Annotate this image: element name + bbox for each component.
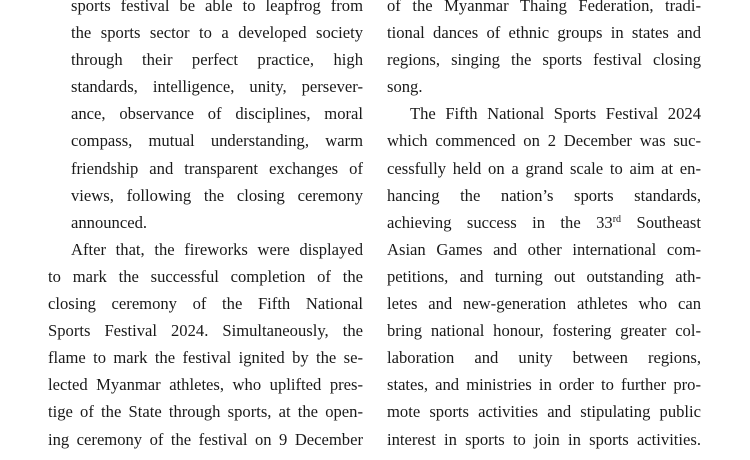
right-paragraph-1 <box>387 0 701 100</box>
text-line: announced. <box>71 212 148 232</box>
text-line: song. <box>387 77 423 97</box>
left-column <box>48 0 363 453</box>
text-line: mote sports activities and stipulating public <box>387 402 701 422</box>
text-line: through their perfect practice, high <box>71 50 363 70</box>
right-column <box>387 0 701 453</box>
text-line <box>387 209 701 236</box>
text-fragment: Southeast <box>621 212 701 232</box>
left-paragraph-1 <box>48 0 363 236</box>
text-fragment: achieving success in the 33 <box>387 212 613 232</box>
text-line: letes and new-generation athletes who can <box>387 294 701 314</box>
text-line: views, following the closing ceremony <box>71 185 363 205</box>
text-line: After that, the fireworks were displayed <box>71 239 363 259</box>
text-line: cessfully held on a grand scale to aim at en- <box>387 158 701 178</box>
left-paragraph-2 <box>48 236 363 453</box>
text-line: lected Myanmar athletes, who uplifted pres- <box>48 375 363 395</box>
text-line: Asian Games and other international com- <box>387 239 701 259</box>
text-line: which commenced on 2 December was suc- <box>387 131 701 151</box>
text-line: bring national honour, fostering greater col- <box>387 321 701 341</box>
text-line: ing ceremony of the festival on 9 December <box>48 429 363 449</box>
text-line: petitions, and turning out outstanding ath- <box>387 266 701 286</box>
text-line: ance, observance of disciplines, moral <box>71 104 363 124</box>
right-paragraph-2 <box>387 100 701 452</box>
text-line: friendship and transparent exchanges of <box>71 158 363 178</box>
text-line: interest in sports to join in sports activities. <box>387 429 701 449</box>
text-line: hancing the nation’s sports standards, <box>387 185 701 205</box>
text-line: the sports sector to a developed society <box>71 23 363 43</box>
text-line: closing ceremony of the Fifth National <box>48 294 363 314</box>
text-line: of the Myanmar Thaing Federation, tradi- <box>387 0 701 15</box>
text-line: regions, singing the sports festival closing <box>387 50 701 70</box>
text-line: flame to mark the festival ignited by the se- <box>48 348 363 368</box>
text-line: The Fifth National Sports Festival 2024 <box>410 104 701 124</box>
text-line: to mark the successful completion of the <box>48 266 363 286</box>
text-line: states, and ministries in order to further pro- <box>387 375 701 395</box>
text-line: laboration and unity between regions, <box>387 348 701 368</box>
text-line: compass, mutual understanding, warm <box>71 131 363 151</box>
ordinal-suffix: rd <box>612 213 622 225</box>
text-line: tional dances of ethnic groups in states and <box>387 23 701 43</box>
text-line: standards, intelligence, unity, persever- <box>71 77 363 97</box>
text-line: sports festival be able to leapfrog from <box>71 0 363 15</box>
text-line: tige of the State through sports, at the open- <box>48 402 363 422</box>
text-line: Sports Festival 2024. Simultaneously, the <box>48 321 363 341</box>
